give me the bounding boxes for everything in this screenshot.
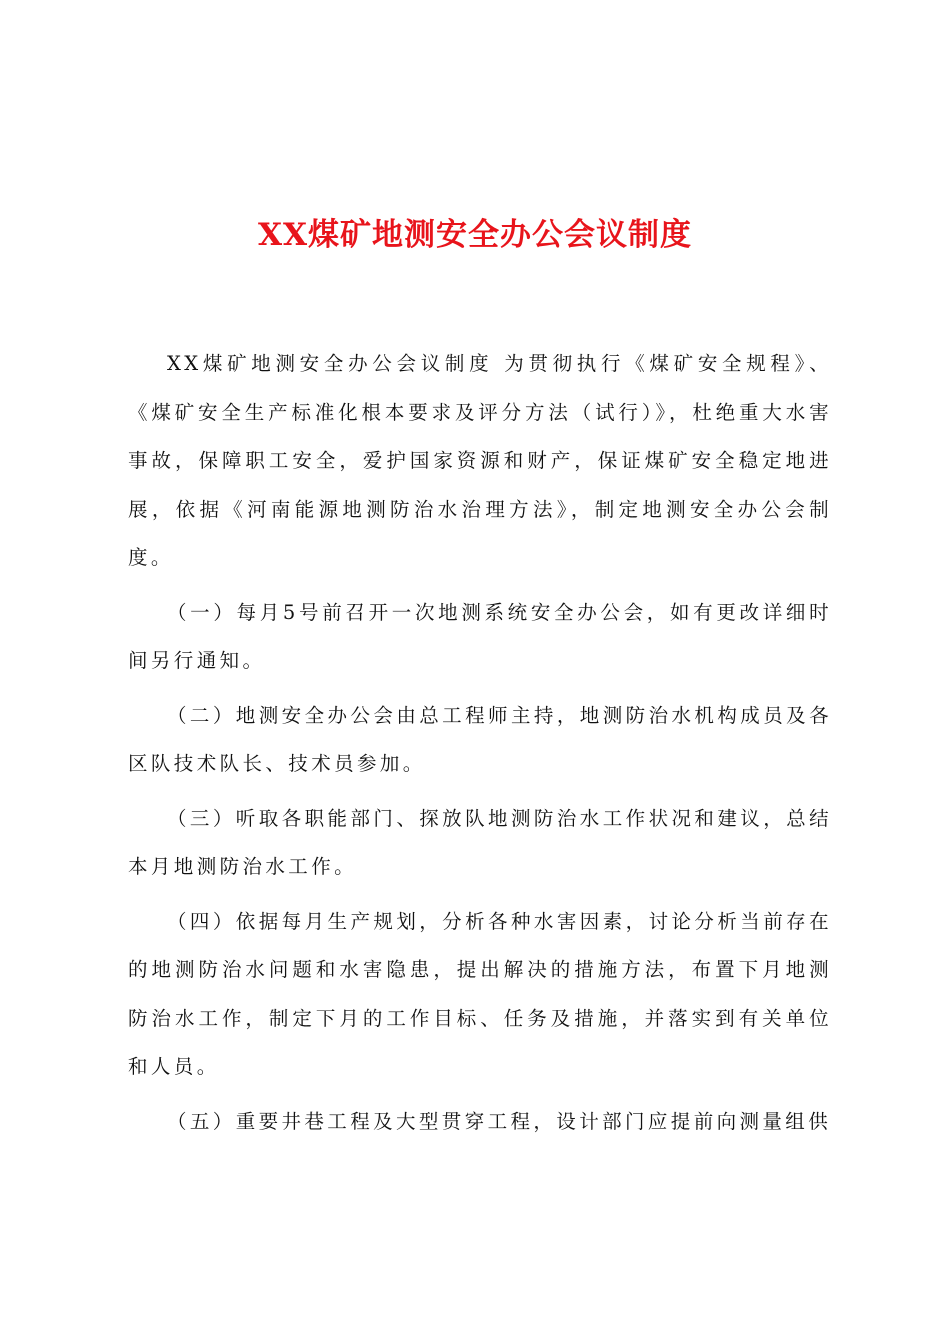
paragraph-item-5: （五）重要井巷工程及大型贯穿工程，设计部门应提前向测量组供	[167, 1109, 832, 1133]
paragraph-item-4: （四）依据每月生产规划，分析各种水害因素，讨论分析当前存在的地测防治水问题和水害隐患，提出解决的措施方法，布置下月地测防治水工作，制定下月的工作目标、任务及措施，并落实到有关单位和人员。	[128, 909, 832, 1078]
paragraph-item-1: （一）每月5号前召开一次地测系统安全办公会，如有更改详细时间另行通知。	[128, 600, 832, 672]
paragraph-item-3: （三）听取各职能部门、探放队地测防治水工作状况和建议，总结本月地测防治水工作。	[128, 806, 832, 878]
document-body	[128, 340, 832, 1152]
paragraph-intro: XX煤矿地测安全办公会议制度 为贯彻执行《煤矿安全规程》、《煤矿安全生产标准化根本要求及评分方法（试行）》，杜绝重大水害事故，保障职工安全，爱护国家资源和财产，保证煤矿安全稳定地进展，依据《河南能源地测防治水治理方法》，制定地测安全办公会制度。	[128, 352, 832, 569]
document-title: XX煤矿地测安全办公会议制度	[257, 217, 693, 253]
paragraph-item-2: （二）地测安全办公会由总工程师主持，地测防治水机构成员及各区队技术队长、技术员参加。	[128, 703, 832, 775]
